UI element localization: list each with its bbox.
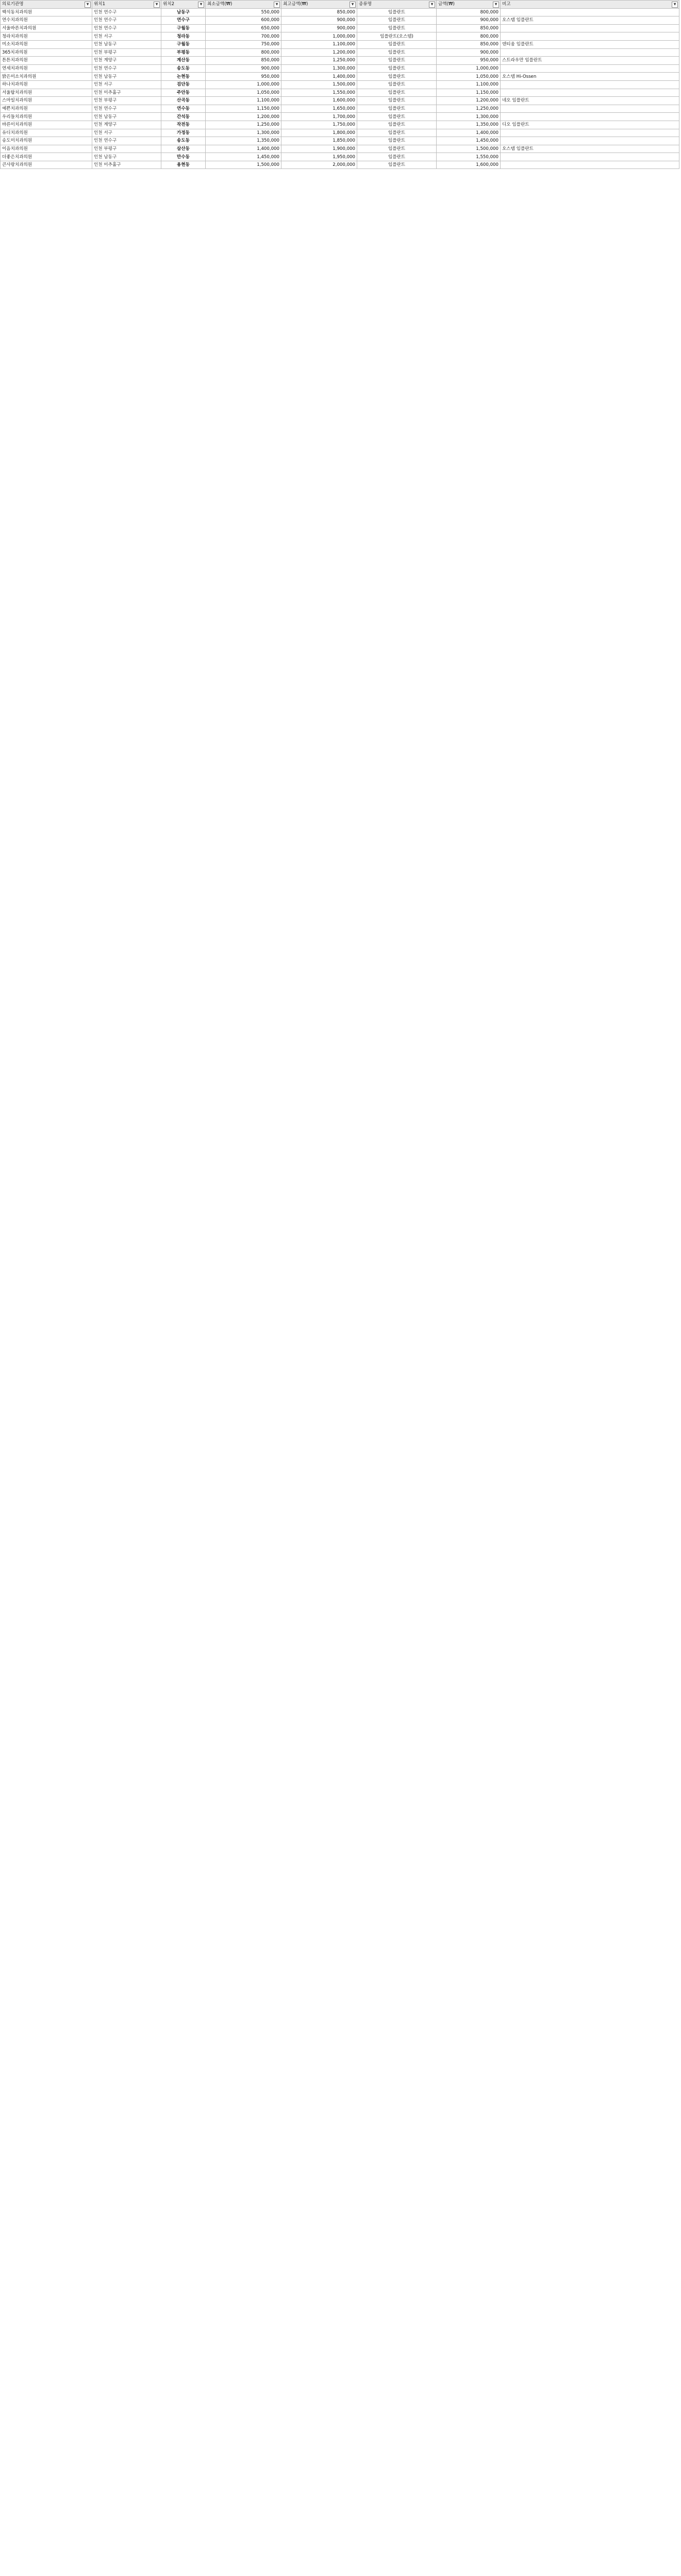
table-row[interactable] (1, 145, 679, 153)
note-cell[interactable] (501, 153, 679, 161)
type-cell[interactable]: 임플란트 (357, 161, 437, 169)
note-cell[interactable]: 스트라우만 임플란트 (501, 57, 679, 65)
header-price[interactable]: 금액(₩) ▼ (437, 1, 501, 9)
max-price-cell[interactable]: 1,000,000 (281, 32, 357, 41)
max-price-cell[interactable]: 1,900,000 (281, 145, 357, 153)
header-hospital-name[interactable]: 의료기관명 ▼ (1, 1, 92, 9)
location-1-cell[interactable]: 인천 남동구 (92, 113, 161, 121)
hospital-name-cell[interactable]: 백석동치과의원 (1, 8, 92, 16)
type-cell[interactable]: 임플란트 (357, 145, 437, 153)
note-cell[interactable] (501, 8, 679, 16)
hospital-name-cell[interactable]: 청라치과의원 (1, 32, 92, 41)
type-cell[interactable]: 임플란트 (357, 24, 437, 32)
type-cell[interactable]: 임플란트(오스템) (357, 32, 437, 41)
location-2-cell[interactable]: 계산동 (161, 57, 206, 65)
price-cell[interactable]: 1,550,000 (437, 153, 501, 161)
hospital-name-cell[interactable]: 하나치과의원 (1, 80, 92, 89)
note-cell[interactable] (501, 137, 679, 145)
min-price-cell[interactable]: 550,000 (206, 8, 281, 16)
min-price-cell[interactable]: 1,150,000 (206, 105, 281, 113)
location-2-cell[interactable]: 만수동 (161, 153, 206, 161)
hospital-name-cell[interactable]: 큰사랑치과의원 (1, 161, 92, 169)
location-1-cell[interactable]: 인천 서구 (92, 129, 161, 137)
note-cell[interactable] (501, 129, 679, 137)
table-row[interactable] (1, 24, 679, 32)
max-price-cell[interactable]: 900,000 (281, 24, 357, 32)
filter-dropdown-icon[interactable]: ▼ (154, 2, 160, 8)
table-row[interactable] (1, 57, 679, 65)
hospital-name-cell[interactable]: 서울탑치과의원 (1, 89, 92, 97)
note-cell[interactable]: 오스템 임플란트 (501, 145, 679, 153)
hospital-name-cell[interactable]: 유디치과의원 (1, 129, 92, 137)
location-2-cell[interactable]: 구월동 (161, 40, 206, 48)
type-cell[interactable]: 임플란트 (357, 73, 437, 81)
min-price-cell[interactable]: 1,400,000 (206, 145, 281, 153)
header-note[interactable]: 비고 ▼ (501, 1, 679, 9)
table-row[interactable] (1, 137, 679, 145)
price-cell[interactable]: 1,500,000 (437, 145, 501, 153)
location-2-cell[interactable]: 검단동 (161, 80, 206, 89)
location-1-cell[interactable]: 인천 계양구 (92, 57, 161, 65)
price-cell[interactable]: 850,000 (437, 40, 501, 48)
price-cell[interactable]: 1,400,000 (437, 129, 501, 137)
price-cell[interactable]: 1,050,000 (437, 73, 501, 81)
hospital-name-cell[interactable]: 더좋은치과의원 (1, 153, 92, 161)
type-cell[interactable]: 임플란트 (357, 40, 437, 48)
type-cell[interactable]: 임플란트 (357, 153, 437, 161)
note-cell[interactable] (501, 105, 679, 113)
location-2-cell[interactable]: 작전동 (161, 121, 206, 129)
price-cell[interactable]: 900,000 (437, 16, 501, 25)
note-cell[interactable] (501, 113, 679, 121)
location-2-cell[interactable]: 논현동 (161, 73, 206, 81)
price-cell[interactable]: 800,000 (437, 32, 501, 41)
min-price-cell[interactable]: 1,500,000 (206, 161, 281, 169)
location-1-cell[interactable]: 인천 계양구 (92, 121, 161, 129)
location-2-cell[interactable]: 부평동 (161, 48, 206, 57)
type-cell[interactable]: 임플란트 (357, 121, 437, 129)
min-price-cell[interactable]: 1,000,000 (206, 80, 281, 89)
price-cell[interactable]: 1,450,000 (437, 137, 501, 145)
max-price-cell[interactable]: 1,550,000 (281, 89, 357, 97)
location-1-cell[interactable]: 인천 남동구 (92, 153, 161, 161)
table-row[interactable] (1, 153, 679, 161)
min-price-cell[interactable]: 900,000 (206, 64, 281, 73)
type-cell[interactable]: 임플란트 (357, 48, 437, 57)
note-cell[interactable] (501, 80, 679, 89)
max-price-cell[interactable]: 1,850,000 (281, 137, 357, 145)
min-price-cell[interactable]: 950,000 (206, 73, 281, 81)
type-cell[interactable]: 임플란트 (357, 80, 437, 89)
filter-dropdown-icon[interactable]: ▼ (198, 2, 204, 8)
location-1-cell[interactable]: 인천 서구 (92, 80, 161, 89)
location-1-cell[interactable]: 인천 미추홀구 (92, 161, 161, 169)
location-2-cell[interactable]: 구월동 (161, 24, 206, 32)
note-cell[interactable] (501, 161, 679, 169)
price-cell[interactable]: 1,150,000 (437, 89, 501, 97)
max-price-cell[interactable]: 1,200,000 (281, 48, 357, 57)
note-cell[interactable]: 네오 임플란트 (501, 97, 679, 105)
type-cell[interactable]: 임플란트 (357, 137, 437, 145)
table-row[interactable] (1, 73, 679, 81)
price-cell[interactable]: 950,000 (437, 57, 501, 65)
min-price-cell[interactable]: 1,450,000 (206, 153, 281, 161)
max-price-cell[interactable]: 1,300,000 (281, 64, 357, 73)
header-row (1, 1, 679, 9)
max-price-cell[interactable]: 1,750,000 (281, 121, 357, 129)
hospital-name-cell[interactable]: 튼튼치과의원 (1, 57, 92, 65)
max-price-cell[interactable]: 2,000,000 (281, 161, 357, 169)
max-price-cell[interactable]: 1,950,000 (281, 153, 357, 161)
location-1-cell[interactable]: 인천 남동구 (92, 40, 161, 48)
price-cell[interactable]: 1,000,000 (437, 64, 501, 73)
max-price-cell[interactable]: 900,000 (281, 16, 357, 25)
note-cell[interactable]: 디오 임플란트 (501, 121, 679, 129)
location-1-cell[interactable]: 인천 서구 (92, 32, 161, 41)
header-type[interactable]: 종류명 ▼ (357, 1, 437, 9)
price-cell[interactable]: 1,200,000 (437, 97, 501, 105)
filter-dropdown-icon[interactable]: ▼ (493, 2, 499, 8)
table-row[interactable] (1, 16, 679, 25)
location-2-cell[interactable]: 송도동 (161, 137, 206, 145)
table-row[interactable] (1, 8, 679, 16)
table-row[interactable] (1, 129, 679, 137)
filter-dropdown-icon[interactable]: ▼ (274, 2, 280, 8)
location-2-cell[interactable]: 삼산동 (161, 145, 206, 153)
location-2-cell[interactable]: 가정동 (161, 129, 206, 137)
location-1-cell[interactable]: 인천 연수구 (92, 24, 161, 32)
type-cell[interactable]: 임플란트 (357, 129, 437, 137)
hospital-name-cell[interactable]: 연세치과의원 (1, 64, 92, 73)
location-2-cell[interactable]: 청라동 (161, 32, 206, 41)
type-cell[interactable]: 임플란트 (357, 8, 437, 16)
type-cell[interactable]: 임플란트 (357, 64, 437, 73)
hospital-name-cell[interactable]: 예쁜치과의원 (1, 105, 92, 113)
max-price-cell[interactable]: 1,250,000 (281, 57, 357, 65)
location-1-cell[interactable]: 인천 연수구 (92, 64, 161, 73)
price-cell[interactable]: 1,250,000 (437, 105, 501, 113)
hospital-name-cell[interactable]: 우리들치과의원 (1, 113, 92, 121)
type-cell[interactable]: 임플란트 (357, 105, 437, 113)
location-2-cell[interactable]: 주안동 (161, 89, 206, 97)
hospital-name-cell[interactable]: 바른이치과의원 (1, 121, 92, 129)
location-1-cell[interactable]: 인천 연수구 (92, 137, 161, 145)
min-price-cell[interactable]: 850,000 (206, 57, 281, 65)
min-price-cell[interactable]: 1,300,000 (206, 129, 281, 137)
max-price-cell[interactable]: 1,800,000 (281, 129, 357, 137)
location-2-cell[interactable]: 용현동 (161, 161, 206, 169)
table-row[interactable] (1, 48, 679, 57)
note-cell[interactable] (501, 89, 679, 97)
table-row[interactable] (1, 105, 679, 113)
hospital-name-cell[interactable]: 이음치과의원 (1, 145, 92, 153)
filter-dropdown-icon[interactable]: ▼ (672, 2, 678, 8)
hospital-name-cell[interactable]: 미소치과의원 (1, 40, 92, 48)
max-price-cell[interactable]: 850,000 (281, 8, 357, 16)
location-1-cell[interactable]: 인천 부평구 (92, 48, 161, 57)
location-2-cell[interactable]: 송도동 (161, 64, 206, 73)
location-1-cell[interactable]: 인천 부평구 (92, 145, 161, 153)
header-min-price[interactable]: 최소금액(₩) ▼ (206, 1, 281, 9)
price-cell[interactable]: 800,000 (437, 8, 501, 16)
min-price-cell[interactable]: 600,000 (206, 16, 281, 25)
price-cell[interactable]: 1,600,000 (437, 161, 501, 169)
min-price-cell[interactable]: 800,000 (206, 48, 281, 57)
max-price-cell[interactable]: 1,500,000 (281, 80, 357, 89)
type-cell[interactable]: 임플란트 (357, 89, 437, 97)
location-2-cell[interactable]: 산곡동 (161, 97, 206, 105)
max-price-cell[interactable]: 1,400,000 (281, 73, 357, 81)
table-row[interactable] (1, 97, 679, 105)
min-price-cell[interactable]: 1,250,000 (206, 121, 281, 129)
location-1-cell[interactable]: 인천 연수구 (92, 105, 161, 113)
header-location-2[interactable]: 위치2 ▼ (161, 1, 206, 9)
min-price-cell[interactable]: 750,000 (206, 40, 281, 48)
price-cell[interactable]: 1,350,000 (437, 121, 501, 129)
filter-dropdown-icon[interactable]: ▼ (429, 2, 435, 8)
location-2-cell[interactable]: 연수구 (161, 16, 206, 25)
note-cell[interactable]: 오스템 임플란트 (501, 16, 679, 25)
min-price-cell[interactable]: 1,050,000 (206, 89, 281, 97)
hospital-name-cell[interactable]: 밝은미소치과의원 (1, 73, 92, 81)
price-cell[interactable]: 1,300,000 (437, 113, 501, 121)
filter-dropdown-icon[interactable]: ▼ (350, 2, 356, 8)
table-row[interactable] (1, 80, 679, 89)
header-location-1[interactable]: 위치1 ▼ (92, 1, 161, 9)
location-1-cell[interactable]: 인천 남동구 (92, 73, 161, 81)
price-table (0, 0, 679, 169)
hospital-name-cell[interactable]: 서울바른치과의원 (1, 24, 92, 32)
max-price-cell[interactable]: 1,650,000 (281, 105, 357, 113)
price-cell[interactable]: 900,000 (437, 48, 501, 57)
table-row[interactable] (1, 161, 679, 169)
min-price-cell[interactable]: 1,200,000 (206, 113, 281, 121)
price-cell[interactable]: 1,100,000 (437, 80, 501, 89)
filter-dropdown-icon[interactable]: ▼ (85, 2, 91, 8)
max-price-cell[interactable]: 1,600,000 (281, 97, 357, 105)
price-cell[interactable]: 850,000 (437, 24, 501, 32)
table-row[interactable] (1, 121, 679, 129)
type-cell[interactable]: 임플란트 (357, 57, 437, 65)
note-cell[interactable] (501, 32, 679, 41)
location-1-cell[interactable]: 인천 연수구 (92, 16, 161, 25)
location-1-cell[interactable]: 인천 연수구 (92, 8, 161, 16)
max-price-cell[interactable]: 1,100,000 (281, 40, 357, 48)
location-1-cell[interactable]: 인천 부평구 (92, 97, 161, 105)
max-price-cell[interactable]: 1,700,000 (281, 113, 357, 121)
table-row[interactable] (1, 40, 679, 48)
note-cell[interactable]: 덴티움 임플란트 (501, 40, 679, 48)
note-cell[interactable] (501, 48, 679, 57)
header-max-price[interactable]: 최고금액(₩) ▼ (281, 1, 357, 9)
location-2-cell[interactable]: 간석동 (161, 113, 206, 121)
table-row[interactable] (1, 113, 679, 121)
min-price-cell[interactable]: 1,100,000 (206, 97, 281, 105)
note-cell[interactable]: 오스템 Hi-Ossen (501, 73, 679, 81)
location-2-cell[interactable]: 남동구 (161, 8, 206, 16)
type-cell[interactable]: 임플란트 (357, 97, 437, 105)
table-row[interactable] (1, 64, 679, 73)
min-price-cell[interactable]: 1,350,000 (206, 137, 281, 145)
location-2-cell[interactable]: 연수동 (161, 105, 206, 113)
note-cell[interactable] (501, 64, 679, 73)
hospital-name-cell[interactable]: 365치과의원 (1, 48, 92, 57)
note-cell[interactable] (501, 24, 679, 32)
min-price-cell[interactable]: 700,000 (206, 32, 281, 41)
table-row[interactable] (1, 89, 679, 97)
location-1-cell[interactable]: 인천 미추홀구 (92, 89, 161, 97)
hospital-name-cell[interactable]: 연수치과의원 (1, 16, 92, 25)
table-row[interactable] (1, 32, 679, 41)
type-cell[interactable]: 임플란트 (357, 16, 437, 25)
hospital-name-cell[interactable]: 송도미치과의원 (1, 137, 92, 145)
min-price-cell[interactable]: 650,000 (206, 24, 281, 32)
type-cell[interactable]: 임플란트 (357, 113, 437, 121)
hospital-name-cell[interactable]: 스마일치과의원 (1, 97, 92, 105)
